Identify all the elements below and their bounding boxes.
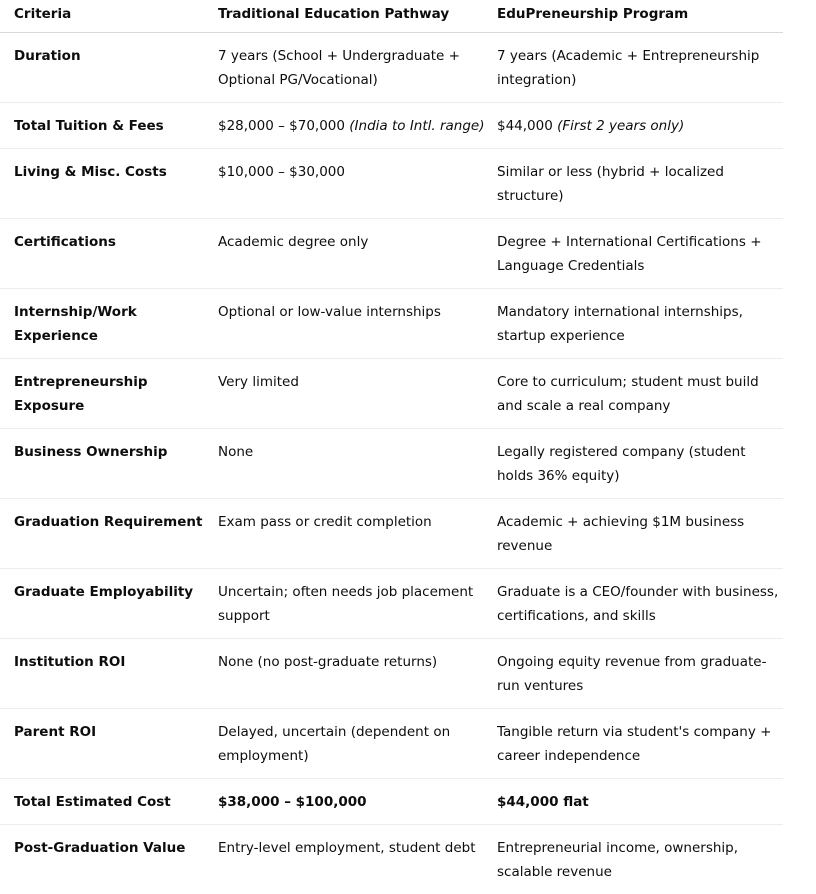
- row-edupreneurship-value: $44,000: [497, 118, 553, 134]
- table-row: [0, 219, 783, 289]
- row-edupreneurship-cell: [497, 103, 783, 149]
- table-row: [0, 639, 783, 709]
- table-row: [0, 499, 783, 569]
- table-row: [0, 359, 783, 429]
- row-criteria: Total Estimated Cost: [0, 779, 218, 825]
- row-edupreneurship-value: Mandatory international internships, startup experience: [497, 289, 783, 359]
- table-row: [0, 569, 783, 639]
- row-traditional-note: (India to Intl. range): [349, 118, 484, 134]
- table-row: [0, 429, 783, 499]
- row-traditional-value: None (no post-graduate returns): [218, 639, 497, 709]
- table-row: [0, 289, 783, 359]
- row-edupreneurship-note: (First 2 years only): [557, 118, 684, 134]
- row-criteria: Graduation Requirement: [0, 499, 218, 569]
- row-traditional-value: Entry-level employment, student debt: [218, 825, 497, 894]
- row-traditional-value: Very limited: [218, 359, 497, 429]
- row-traditional-value: None: [218, 429, 497, 499]
- header-row: [0, 0, 783, 33]
- row-edupreneurship-value: Academic + achieving $1M business revenue: [497, 499, 783, 569]
- table-row: [0, 779, 783, 825]
- row-criteria: Duration: [0, 33, 218, 103]
- row-traditional-value: $38,000 – $100,000: [218, 779, 497, 825]
- row-traditional-value: $28,000 – $70,000: [218, 118, 345, 134]
- row-edupreneurship-value: $44,000 flat: [497, 779, 783, 825]
- table-header: [0, 0, 783, 33]
- table-row: [0, 709, 783, 779]
- row-criteria: Total Tuition & Fees: [0, 103, 218, 149]
- header-criteria: Criteria: [0, 0, 218, 33]
- row-criteria: Parent ROI: [0, 709, 218, 779]
- row-criteria: Entrepreneurship Exposure: [0, 359, 218, 429]
- table-row: [0, 149, 783, 219]
- row-criteria: Internship/Work Experience: [0, 289, 218, 359]
- row-edupreneurship-value: Legally registered company (student holds 36% equity): [497, 429, 783, 499]
- row-criteria: Certifications: [0, 219, 218, 289]
- row-traditional-value: Optional or low-value internships: [218, 289, 497, 359]
- row-edupreneurship-value: Degree + International Certifications + Language Credentials: [497, 219, 783, 289]
- row-traditional-value: Academic degree only: [218, 219, 497, 289]
- table-body: [0, 33, 783, 894]
- row-edupreneurship-value: Graduate is a CEO/founder with business, certifications, and skills: [497, 569, 783, 639]
- row-edupreneurship-value: 7 years (Academic + Entrepreneurship integration): [497, 33, 783, 103]
- row-criteria: Living & Misc. Costs: [0, 149, 218, 219]
- row-edupreneurship-value: Core to curriculum; student must build and scale a real company: [497, 359, 783, 429]
- row-traditional-value: 7 years (School + Undergraduate + Optional PG/Vocational): [218, 33, 497, 103]
- row-criteria: Business Ownership: [0, 429, 218, 499]
- row-edupreneurship-value: Similar or less (hybrid + localized structure): [497, 149, 783, 219]
- row-edupreneurship-value: Tangible return via student's company + career independence: [497, 709, 783, 779]
- row-traditional-value: Exam pass or credit completion: [218, 499, 497, 569]
- table-row: [0, 33, 783, 103]
- header-traditional: Traditional Education Pathway: [218, 0, 497, 33]
- row-traditional-value: $10,000 – $30,000: [218, 149, 497, 219]
- row-edupreneurship-value: Entrepreneurial income, ownership, scalable revenue: [497, 825, 783, 894]
- row-traditional-value: Delayed, uncertain (dependent on employment): [218, 709, 497, 779]
- row-criteria: Institution ROI: [0, 639, 218, 709]
- row-traditional-value: Uncertain; often needs job placement support: [218, 569, 497, 639]
- row-edupreneurship-value: Ongoing equity revenue from graduate-run ventures: [497, 639, 783, 709]
- header-edupreneurship: EduPreneurship Program: [497, 0, 783, 33]
- row-criteria: Post-Graduation Value: [0, 825, 218, 894]
- row-traditional-cell: [218, 103, 497, 149]
- table-row: [0, 103, 783, 149]
- table-row: [0, 825, 783, 894]
- row-criteria: Graduate Employability: [0, 569, 218, 639]
